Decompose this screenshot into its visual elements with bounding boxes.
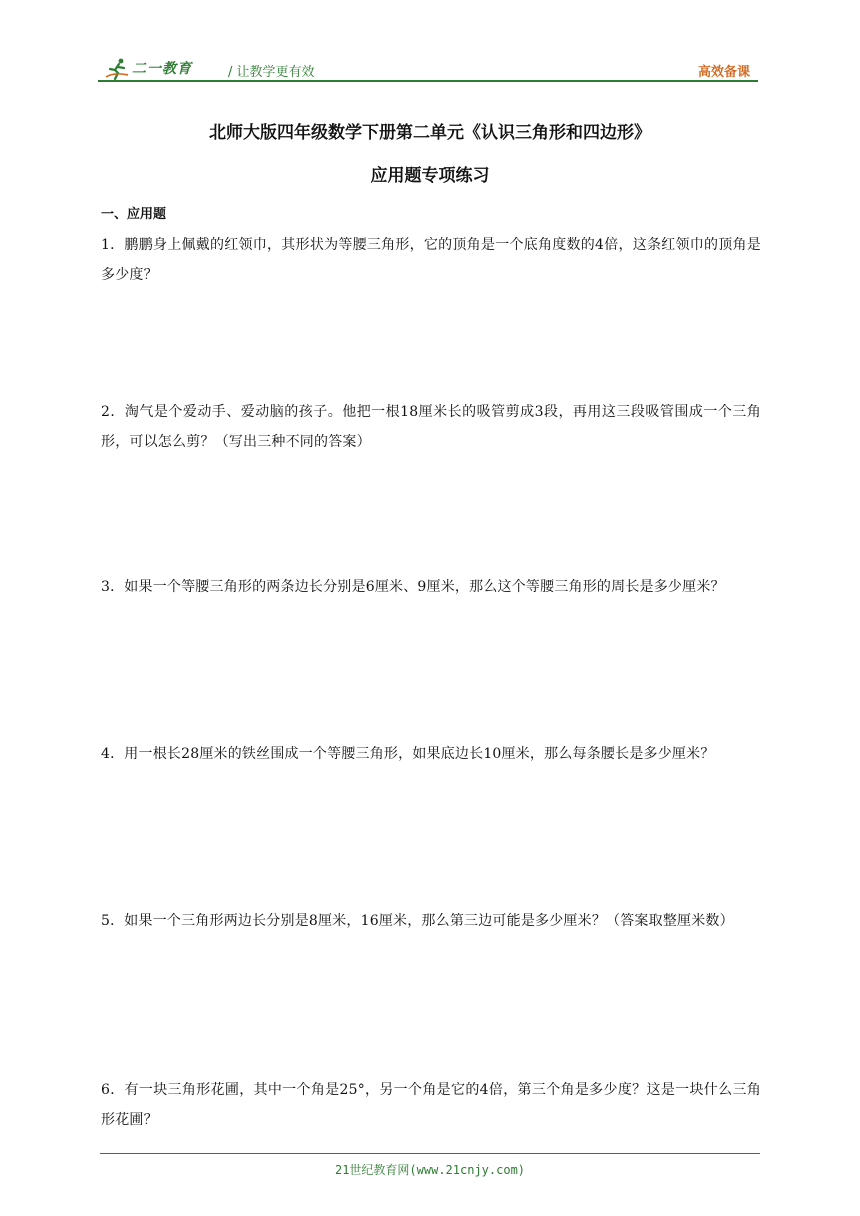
footer-divider bbox=[100, 1153, 760, 1154]
header-badge: 高效备课 bbox=[697, 65, 750, 80]
question-1: 1．鹏鹏身上佩戴的红领巾，其形状为等腰三角形，它的顶角是一个底角度数的4倍，这条红领巾的顶角是多少度？ bbox=[101, 237, 761, 283]
question-2: 2．淘气是个爱动手、爱动脑的孩子。他把一根18厘米长的吸管剪成3段，再用这三段吸管围成一个三角形，可以怎么剪？（写出三种不同的答案） bbox=[101, 404, 761, 450]
header-slogan: / 让教学更有效 bbox=[228, 65, 315, 80]
logo-text: 二一教育 bbox=[132, 61, 192, 77]
page-footer: 21世纪教育网(www.21cnjy.com) bbox=[334, 1163, 526, 1177]
question-6: 6．有一块三角形花圃，其中一个角是25°，另一个角是它的4倍，第三个角是多少度？这是一块什么三角形花圃？ bbox=[101, 1082, 761, 1128]
question-3: 3．如果一个等腰三角形的两条边长分别是6厘米、9厘米，那么这个等腰三角形的周长是多少厘米？ bbox=[101, 579, 725, 595]
document-subtitle: 应用题专项练习 bbox=[370, 166, 490, 186]
question-5: 5．如果一个三角形两边长分别是8厘米，16厘米，那么第三边可能是多少厘米？（答案取整厘米数） bbox=[101, 913, 734, 929]
header-divider bbox=[98, 80, 758, 82]
section-heading: 一、应用题 bbox=[101, 207, 167, 222]
question-4: 4．用一根长28厘米的铁丝围成一个等腰三角形，如果底边长10厘米，那么每条腰长是多少厘米？ bbox=[101, 746, 715, 762]
page-header bbox=[98, 52, 758, 82]
runner-logo-icon bbox=[106, 58, 130, 80]
logo bbox=[106, 58, 216, 80]
document-title: 北师大版四年级数学下册第二单元《认识三角形和四边形》 bbox=[209, 123, 651, 143]
